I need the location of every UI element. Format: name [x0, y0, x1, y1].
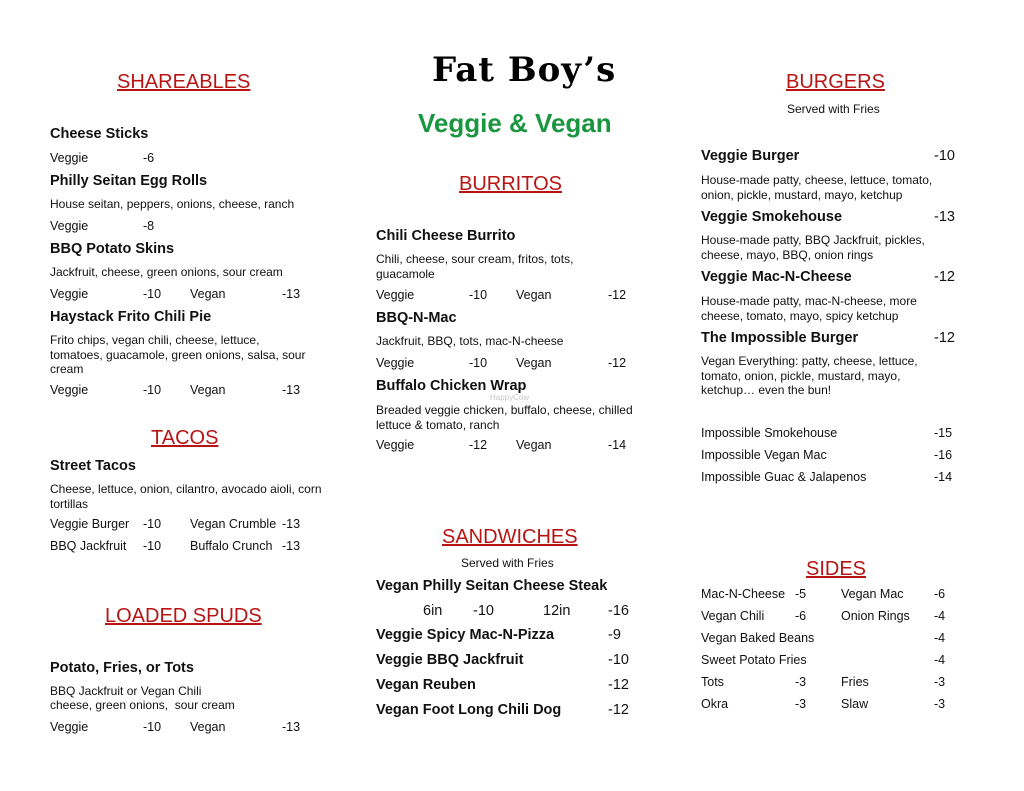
price-value: -10: [143, 517, 162, 531]
item-description: Chili, cheese, sour cream, fritos, tots, guacamole: [376, 252, 574, 281]
price-value: -12: [934, 269, 955, 285]
item-description: House-made patty, cheese, lettuce, tomato, onion, pickle, mustard, mayo, ketchup: [701, 173, 933, 202]
item-name: Veggie Burger: [701, 148, 800, 164]
section-title-shareables: SHAREABLES: [117, 71, 251, 93]
side-name: Onion Rings: [841, 609, 910, 623]
item-description: Breaded veggie chicken, buffalo, cheese, chilled lettuce & tomato, ranch: [376, 403, 633, 432]
price-value: -16: [608, 603, 629, 619]
price-value: -12: [934, 330, 955, 346]
item-description: cheese, green onions, sour cream: [50, 698, 235, 712]
price-value: -10: [608, 652, 629, 668]
item-name: The Impossible Burger: [701, 330, 859, 346]
price-value: -6: [934, 587, 946, 601]
price-value: -6: [143, 151, 155, 165]
price-label: Vegan: [190, 383, 226, 397]
section-title-tacos: TACOS: [151, 427, 219, 449]
price-value: -8: [143, 219, 155, 233]
price-label: Vegan: [190, 720, 226, 734]
section-title-sides: SIDES: [806, 558, 867, 580]
price-value: -10: [473, 603, 494, 619]
price-value: -16: [934, 448, 953, 462]
item-description: Frito chips, vegan chili, cheese, lettuce, tomatoes, guacamole, green onions, salsa, sour cream: [50, 333, 306, 376]
price-label: Veggie: [50, 287, 89, 301]
item-name: BBQ-N-Mac: [376, 310, 457, 326]
price-value: -12: [608, 288, 627, 302]
price-value: -14: [934, 470, 953, 484]
item-name: Chili Cheese Burrito: [376, 228, 516, 244]
brand-name: Fat Boy’s: [432, 50, 617, 90]
item-name: Haystack Frito Chili Pie: [50, 309, 212, 325]
option-label: Buffalo Crunch: [190, 539, 273, 553]
item-description: Vegan Everything: patty, cheese, lettuce, tomato, onion, pickle, mustard, mayo, ketchup… even the bun!: [701, 354, 918, 397]
section-title-burritos: BURRITOS: [459, 173, 562, 195]
item-name: Cheese Sticks: [50, 126, 149, 142]
price-value: -9: [608, 627, 621, 643]
price-value: -3: [934, 675, 946, 689]
side-name: Okra: [701, 697, 729, 711]
price-value: -15: [934, 426, 953, 440]
item-name: Veggie BBQ Jackfruit: [376, 652, 524, 668]
price-label: Veggie: [50, 720, 89, 734]
side-name: Tots: [701, 675, 724, 689]
option-label: BBQ Jackfruit: [50, 539, 127, 553]
watermark: HappyCow: [490, 393, 530, 402]
price-value: -10: [934, 148, 955, 164]
item-description: House seitan, peppers, onions, cheese, ranch: [50, 197, 295, 211]
option-label: Veggie Burger: [50, 517, 130, 531]
section-title-sandwiches: SANDWICHES: [442, 526, 578, 548]
price-value: -10: [143, 383, 162, 397]
option-label: Vegan Crumble: [190, 517, 277, 531]
side-name: Vegan Mac: [841, 587, 904, 601]
price-value: -13: [282, 720, 301, 734]
price-label: Veggie: [50, 383, 89, 397]
side-name: Sweet Potato Fries: [701, 653, 807, 667]
item-description: House-made patty, mac-N-cheese, more cheese, tomato, mayo, spicy ketchup: [701, 294, 917, 323]
price-label: Veggie: [376, 288, 415, 302]
item-name: Street Tacos: [50, 458, 136, 474]
price-value: -4: [934, 609, 946, 623]
price-value: -13: [282, 287, 301, 301]
price-value: -4: [934, 653, 946, 667]
price-value: -6: [795, 609, 807, 623]
side-name: Vegan Chili: [701, 609, 765, 623]
option-label: Impossible Guac & Jalapenos: [701, 470, 867, 484]
item-name: Potato, Fries, or Tots: [50, 660, 194, 676]
side-name: Fries: [841, 675, 869, 689]
price-label: Veggie: [50, 219, 89, 233]
price-value: -10: [143, 539, 162, 553]
item-name: BBQ Potato Skins: [50, 241, 175, 257]
price-value: -12: [608, 356, 627, 370]
price-label: Vegan: [516, 288, 552, 302]
brand-tagline: Veggie & Vegan: [418, 108, 612, 138]
price-value: -13: [282, 539, 301, 553]
option-label: Impossible Vegan Mac: [701, 448, 827, 462]
price-value: -13: [282, 383, 301, 397]
side-name: Mac-N-Cheese: [701, 587, 786, 601]
side-name: Slaw: [841, 697, 869, 711]
item-name: Vegan Reuben: [376, 677, 476, 693]
section-subtitle: Served with Fries: [787, 102, 880, 116]
price-value: -13: [282, 517, 301, 531]
side-name: Vegan Baked Beans: [701, 631, 815, 645]
price-value: -10: [143, 720, 162, 734]
section-title-burgers: BURGERS: [786, 71, 885, 93]
price-label: Veggie: [50, 151, 89, 165]
size-label: 12in: [543, 603, 571, 619]
price-value: -3: [795, 675, 807, 689]
item-name: Veggie Spicy Mac-N-Pizza: [376, 627, 555, 643]
item-description: Jackfruit, BBQ, tots, mac-N-cheese: [376, 334, 564, 348]
price-value: -14: [608, 438, 627, 452]
option-label: Impossible Smokehouse: [701, 426, 838, 440]
size-label: 6in: [423, 603, 443, 619]
item-description: BBQ Jackfruit or Vegan Chili: [50, 684, 202, 698]
price-value: -12: [608, 702, 629, 718]
item-name: Veggie Smokehouse: [701, 209, 843, 225]
item-description: Cheese, lettuce, onion, cilantro, avocado aioli, corn tortillas: [50, 482, 322, 511]
price-value: -12: [469, 438, 488, 452]
section-title-loaded-spuds: LOADED SPUDS: [105, 605, 262, 627]
price-value: -3: [795, 697, 807, 711]
price-value: -10: [143, 287, 162, 301]
item-name: Buffalo Chicken Wrap: [376, 378, 527, 394]
price-value: -10: [469, 288, 488, 302]
price-label: Veggie: [376, 356, 415, 370]
item-description: Jackfruit, cheese, green onions, sour cream: [50, 265, 283, 279]
item-description: House-made patty, BBQ Jackfruit, pickles, cheese, mayo, BBQ, onion rings: [701, 233, 925, 262]
price-value: -13: [934, 209, 955, 225]
price-value: -5: [795, 587, 807, 601]
price-label: Vegan: [516, 438, 552, 452]
price-label: Veggie: [376, 438, 415, 452]
price-value: -3: [934, 697, 946, 711]
price-label: Vegan: [190, 287, 226, 301]
price-value: -12: [608, 677, 629, 693]
item-name: Philly Seitan Egg Rolls: [50, 173, 208, 189]
price-label: Vegan: [516, 356, 552, 370]
item-name: Veggie Mac-N-Cheese: [701, 269, 852, 285]
item-name: Vegan Philly Seitan Cheese Steak: [376, 578, 608, 594]
price-value: -10: [469, 356, 488, 370]
item-name: Vegan Foot Long Chili Dog: [376, 702, 562, 718]
price-value: -4: [934, 631, 946, 645]
section-subtitle: Served with Fries: [461, 556, 554, 570]
